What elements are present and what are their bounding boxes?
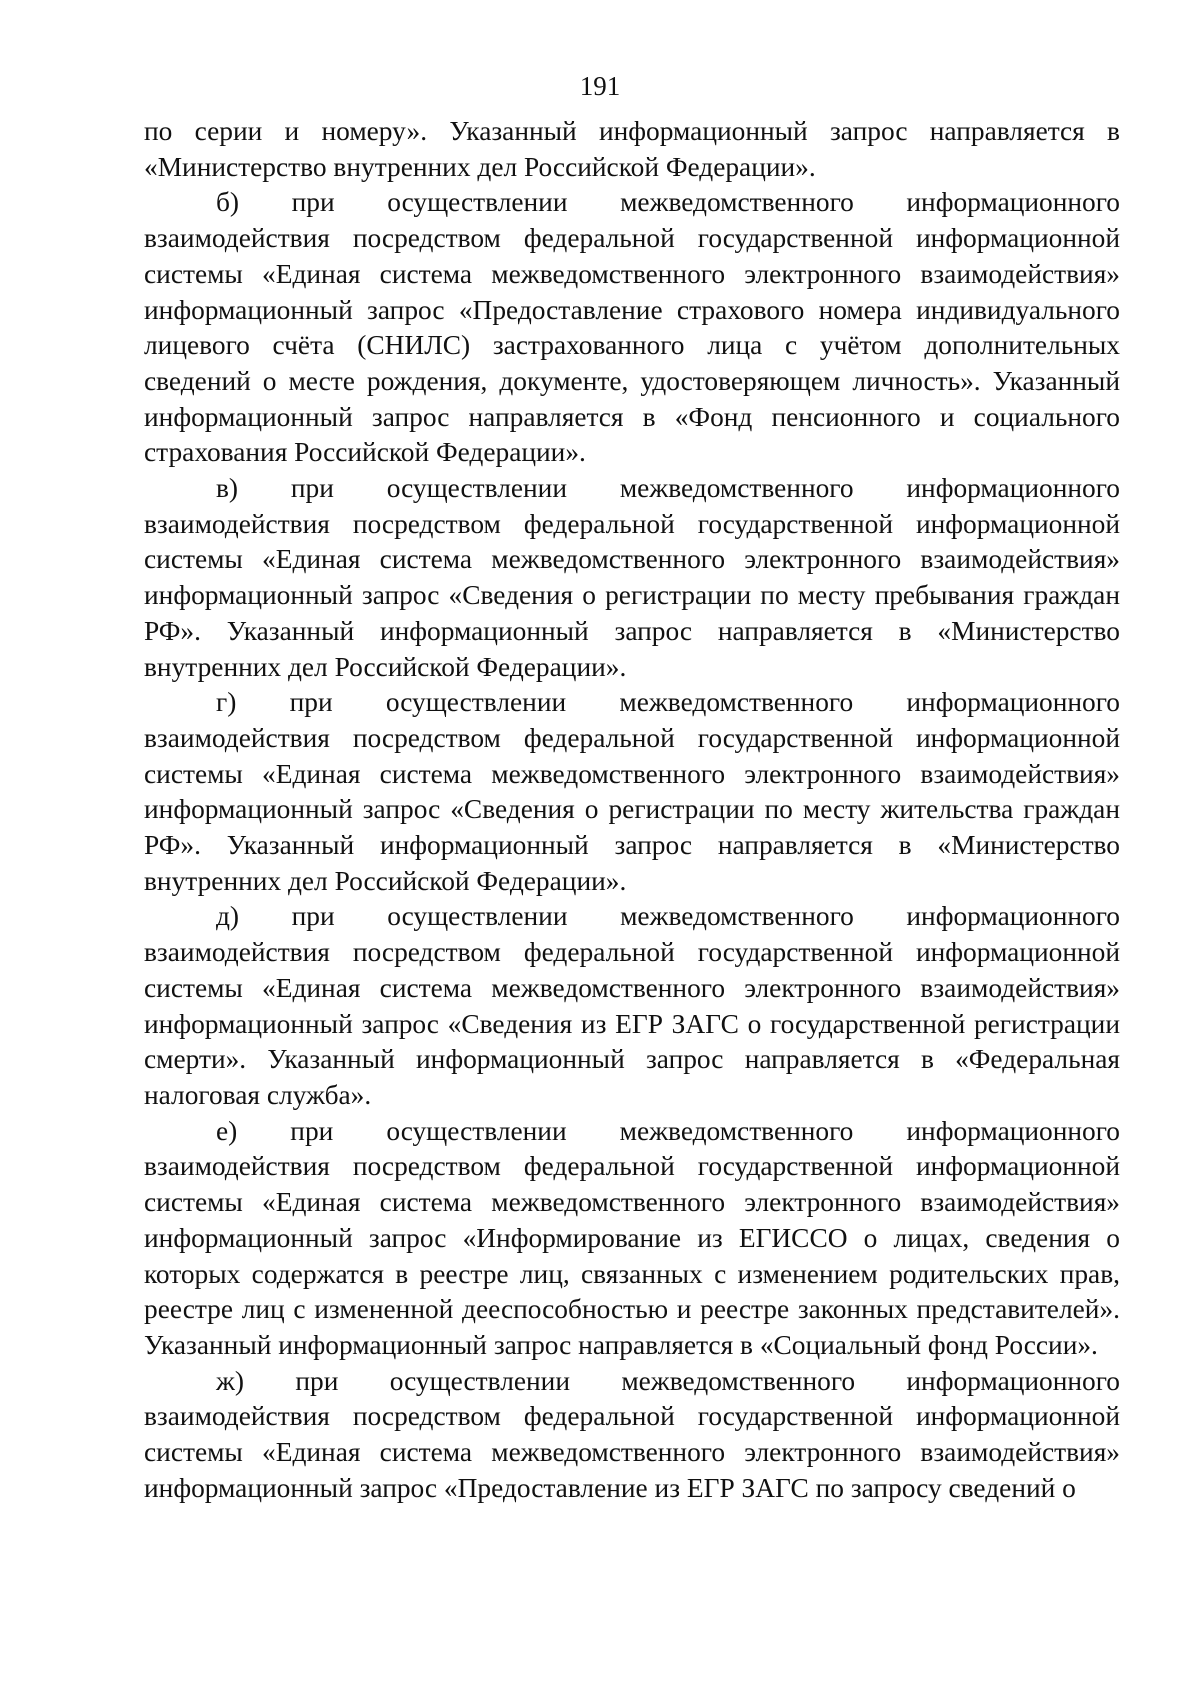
paragraph-item-zh: ж) при осуществлении межведомственного информационного взаимодействия посредством федеральной государственной информационной системы «Единая система межведомственного электронного взаимодействия» информационный запрос «Предоставление из ЕГР ЗАГС по запросу сведений о — [144, 1365, 1120, 1503]
paragraph-item-g: г) при осуществлении межведомственного информационного взаимодействия посредством федеральной государственной информационной системы «Единая система межведомственного электронного взаимодействия» информационный запрос «Сведения о регистрации по месту жительства граждан РФ». Указанный информационный запрос направляется в «Министерство внутренних дел Российской Федерации». — [144, 687, 1120, 896]
paragraph-continuation: по серии и номеру». Указанный информационный запрос направляется в «Министерство внутренних дел Российской Федерации». — [144, 116, 1120, 182]
paragraph-item-b: б) при осуществлении межведомственного информационного взаимодействия посредством федеральной государственной информационной системы «Единая система межведомственного электронного взаимодействия» информационный запрос «Предоставление страхового номера индивидуального лицевого счёта (СНИЛС) застрахованного лица с учётом дополнительных сведений о месте рождения, документе, удостоверяющем личность». Указанный информационный запрос направляется в «Фонд пенсионного и социального страхования Российской Федерации». — [144, 187, 1120, 468]
paragraph-item-d: д) при осуществлении межведомственного информационного взаимодействия посредством федеральной государственной информационной системы «Единая система межведомственного электронного взаимодействия» информационный запрос «Сведения из ЕГР ЗАГС о государственной регистрации смерти». Указанный информационный запрос направляется в «Федеральная налоговая служба». — [144, 901, 1120, 1110]
page-number: 191 — [579, 71, 621, 101]
paragraph-item-v: в) при осуществлении межведомственного информационного взаимодействия посредством федеральной государственной информационной системы «Единая система межведомственного электронного взаимодействия» информационный запрос «Сведения о регистрации по месту пребывания граждан РФ». Указанный информационный запрос направляется в «Министерство внутренних дел Российской Федерации». — [144, 473, 1120, 682]
paragraph-item-e: е) при осуществлении межведомственного информационного взаимодействия посредством федеральной государственной информационной системы «Единая система межведомственного электронного взаимодействия» информационный запрос «Информирование из ЕГИССО о лицах, сведения о которых содержатся в реестре лиц, связанных с изменением родительских прав, реестре лиц с измененной дееспособностью и реестре законных представителей». Указанный информационный запрос направляется в «Социальный фонд России». — [144, 1115, 1120, 1360]
document-body — [144, 114, 1120, 1506]
